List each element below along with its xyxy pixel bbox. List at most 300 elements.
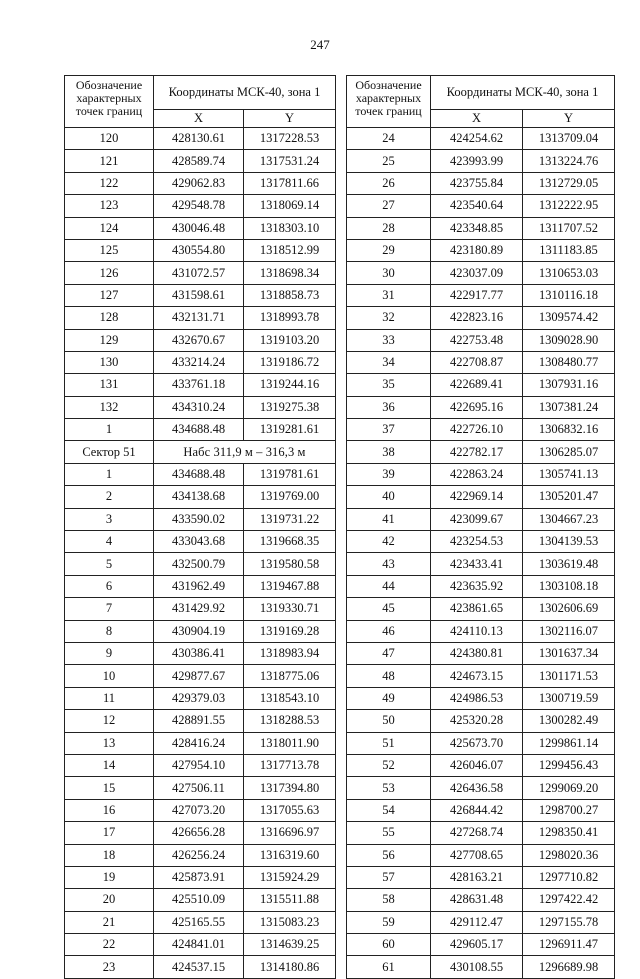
table-row — [65, 754, 336, 776]
y-value: 1300719.59 — [523, 687, 615, 709]
table-row — [347, 754, 615, 776]
y-value: 1306832.16 — [523, 419, 615, 441]
x-value: 422917.77 — [431, 284, 523, 306]
y-value: 1319731.22 — [244, 508, 336, 530]
y-value: 1316319.60 — [244, 844, 336, 866]
y-value: 1303619.48 — [523, 553, 615, 575]
sector-height-range: Набс 311,9 м – 316,3 м — [154, 441, 336, 463]
table-row — [65, 687, 336, 709]
y-value: 1300282.49 — [523, 710, 615, 732]
point-label: 43 — [347, 553, 431, 575]
table-row — [65, 642, 336, 664]
y-value: 1319244.16 — [244, 374, 336, 396]
y-value: 1302606.69 — [523, 598, 615, 620]
x-value: 429605.17 — [431, 934, 523, 956]
x-value: 434310.24 — [154, 396, 244, 418]
point-label: 129 — [65, 329, 154, 351]
y-value: 1301171.53 — [523, 665, 615, 687]
y-value: 1317811.66 — [244, 172, 336, 194]
point-label: 132 — [65, 396, 154, 418]
table-row — [65, 732, 336, 754]
point-label: 58 — [347, 889, 431, 911]
table-row — [65, 710, 336, 732]
table-row — [65, 508, 336, 530]
x-value: 426046.07 — [431, 754, 523, 776]
point-label: 46 — [347, 620, 431, 642]
table-row — [347, 128, 615, 150]
y-value: 1310116.18 — [523, 284, 615, 306]
y-value: 1301637.34 — [523, 642, 615, 664]
point-label: 127 — [65, 284, 154, 306]
x-value: 425510.09 — [154, 889, 244, 911]
point-label: 5 — [65, 553, 154, 575]
table-row — [347, 687, 615, 709]
point-label: 27 — [347, 195, 431, 217]
table-row — [65, 486, 336, 508]
x-value: 425673.70 — [431, 732, 523, 754]
y-value: 1304667.23 — [523, 508, 615, 530]
x-value: 427073.20 — [154, 799, 244, 821]
y-value: 1311707.52 — [523, 217, 615, 239]
y-value: 1311183.85 — [523, 239, 615, 261]
header-y: Y — [523, 110, 615, 128]
x-value: 429062.83 — [154, 172, 244, 194]
point-label: 49 — [347, 687, 431, 709]
x-value: 433761.18 — [154, 374, 244, 396]
y-value: 1307381.24 — [523, 396, 615, 418]
x-value: 431598.61 — [154, 284, 244, 306]
y-value: 1305201.47 — [523, 486, 615, 508]
x-value: 424380.81 — [431, 642, 523, 664]
x-value: 424841.01 — [154, 934, 244, 956]
x-value: 426436.58 — [431, 777, 523, 799]
point-label: 6 — [65, 575, 154, 597]
y-value: 1319330.71 — [244, 598, 336, 620]
point-label: 24 — [347, 128, 431, 150]
table-row — [347, 777, 615, 799]
y-value: 1319781.61 — [244, 463, 336, 485]
point-label: 7 — [65, 598, 154, 620]
y-value: 1310653.03 — [523, 262, 615, 284]
y-value: 1319668.35 — [244, 531, 336, 553]
x-value: 428416.24 — [154, 732, 244, 754]
y-value: 1318288.53 — [244, 710, 336, 732]
point-label: 45 — [347, 598, 431, 620]
coordinates-table-right — [346, 75, 615, 979]
x-value: 424110.13 — [431, 620, 523, 642]
y-value: 1296911.47 — [523, 934, 615, 956]
x-value: 430386.41 — [154, 642, 244, 664]
y-value: 1298350.41 — [523, 822, 615, 844]
x-value: 429877.67 — [154, 665, 244, 687]
y-value: 1317531.24 — [244, 150, 336, 172]
table-row — [65, 911, 336, 933]
x-value: 432670.67 — [154, 329, 244, 351]
point-label: 35 — [347, 374, 431, 396]
table-row — [65, 822, 336, 844]
point-label: 54 — [347, 799, 431, 821]
table-row — [65, 396, 336, 418]
table-row — [347, 419, 615, 441]
y-value: 1319186.72 — [244, 351, 336, 373]
point-label: 57 — [347, 866, 431, 888]
table-row — [65, 441, 336, 463]
point-label: 2 — [65, 486, 154, 508]
point-label: 51 — [347, 732, 431, 754]
x-value: 422708.87 — [431, 351, 523, 373]
point-label: 16 — [65, 799, 154, 821]
point-label: 29 — [347, 239, 431, 261]
point-label: 19 — [65, 866, 154, 888]
point-label: 13 — [65, 732, 154, 754]
point-label: 23 — [65, 956, 154, 978]
x-value: 431962.49 — [154, 575, 244, 597]
y-value: 1299861.14 — [523, 732, 615, 754]
point-label: 10 — [65, 665, 154, 687]
x-value: 424537.15 — [154, 956, 244, 978]
y-value: 1318775.06 — [244, 665, 336, 687]
table-row — [347, 396, 615, 418]
x-value: 433043.68 — [154, 531, 244, 553]
table-row — [65, 239, 336, 261]
x-value: 424673.15 — [431, 665, 523, 687]
point-label: 59 — [347, 911, 431, 933]
coordinates-table-left — [64, 75, 336, 979]
y-value: 1313709.04 — [523, 128, 615, 150]
x-value: 423037.09 — [431, 262, 523, 284]
y-value: 1305741.13 — [523, 463, 615, 485]
x-value: 425320.28 — [431, 710, 523, 732]
header-coords: Координаты МСК-40, зона 1 — [154, 76, 336, 110]
x-value: 423099.67 — [431, 508, 523, 530]
x-value: 424254.62 — [431, 128, 523, 150]
y-value: 1315083.23 — [244, 911, 336, 933]
y-value: 1314180.86 — [244, 956, 336, 978]
y-value: 1317055.63 — [244, 799, 336, 821]
y-value: 1318303.10 — [244, 217, 336, 239]
point-label: 37 — [347, 419, 431, 441]
table-row — [347, 575, 615, 597]
y-value: 1298700.27 — [523, 799, 615, 821]
y-value: 1299069.20 — [523, 777, 615, 799]
table-row — [65, 844, 336, 866]
y-value: 1315924.29 — [244, 866, 336, 888]
x-value: 422969.14 — [431, 486, 523, 508]
table-row — [65, 217, 336, 239]
table-row — [65, 419, 336, 441]
table-row — [347, 284, 615, 306]
y-value: 1298020.36 — [523, 844, 615, 866]
x-value: 433214.24 — [154, 351, 244, 373]
table-row — [65, 307, 336, 329]
point-label: 124 — [65, 217, 154, 239]
table-row — [65, 777, 336, 799]
x-value: 434138.68 — [154, 486, 244, 508]
point-label: 50 — [347, 710, 431, 732]
y-value: 1303108.18 — [523, 575, 615, 597]
point-label: 61 — [347, 956, 431, 978]
table-row — [65, 575, 336, 597]
x-value: 427506.11 — [154, 777, 244, 799]
x-value: 433590.02 — [154, 508, 244, 530]
x-value: 430904.19 — [154, 620, 244, 642]
x-value: 430046.48 — [154, 217, 244, 239]
y-value: 1304139.53 — [523, 531, 615, 553]
y-value: 1307931.16 — [523, 374, 615, 396]
y-value: 1318698.34 — [244, 262, 336, 284]
x-value: 423540.64 — [431, 195, 523, 217]
table-row — [65, 150, 336, 172]
point-label: 47 — [347, 642, 431, 664]
x-value: 434688.48 — [154, 419, 244, 441]
point-label: 52 — [347, 754, 431, 776]
point-label: 20 — [65, 889, 154, 911]
x-value: 429548.78 — [154, 195, 244, 217]
table-row — [65, 351, 336, 373]
table-row — [65, 172, 336, 194]
header-designation: Обозначение характерных точек границ — [347, 76, 431, 128]
y-value: 1319103.20 — [244, 329, 336, 351]
x-value: 422782.17 — [431, 441, 523, 463]
x-value: 423348.85 — [431, 217, 523, 239]
x-value: 428589.74 — [154, 150, 244, 172]
table-row — [347, 710, 615, 732]
table-row — [347, 553, 615, 575]
y-value: 1297422.42 — [523, 889, 615, 911]
point-label: 4 — [65, 531, 154, 553]
point-label: 122 — [65, 172, 154, 194]
point-label: 53 — [347, 777, 431, 799]
point-label: 28 — [347, 217, 431, 239]
table-row — [347, 732, 615, 754]
y-value: 1318983.94 — [244, 642, 336, 664]
table-row — [65, 262, 336, 284]
y-value: 1308480.77 — [523, 351, 615, 373]
x-value: 431429.92 — [154, 598, 244, 620]
point-label: 60 — [347, 934, 431, 956]
table-row — [347, 441, 615, 463]
point-label: 120 — [65, 128, 154, 150]
table-row — [347, 866, 615, 888]
table-row — [347, 463, 615, 485]
x-value: 422753.48 — [431, 329, 523, 351]
x-value: 428631.48 — [431, 889, 523, 911]
point-label: 18 — [65, 844, 154, 866]
table-row — [347, 531, 615, 553]
point-label: 38 — [347, 441, 431, 463]
y-value: 1313224.76 — [523, 150, 615, 172]
x-value: 430108.55 — [431, 956, 523, 978]
table-row — [347, 598, 615, 620]
point-label: 32 — [347, 307, 431, 329]
table-row — [65, 620, 336, 642]
x-value: 422863.24 — [431, 463, 523, 485]
y-value: 1319467.88 — [244, 575, 336, 597]
x-value: 422695.16 — [431, 396, 523, 418]
point-label: 41 — [347, 508, 431, 530]
table-row — [65, 128, 336, 150]
header-y: Y — [244, 110, 336, 128]
y-value: 1316696.97 — [244, 822, 336, 844]
y-value: 1319275.38 — [244, 396, 336, 418]
y-value: 1318512.99 — [244, 239, 336, 261]
sector-label: Сектор 51 — [65, 441, 154, 463]
point-label: 44 — [347, 575, 431, 597]
table-row — [347, 665, 615, 687]
y-value: 1317713.78 — [244, 754, 336, 776]
point-label: 1 — [65, 463, 154, 485]
x-value: 427954.10 — [154, 754, 244, 776]
table-row — [65, 553, 336, 575]
x-value: 423254.53 — [431, 531, 523, 553]
x-value: 428163.21 — [431, 866, 523, 888]
x-value: 425873.91 — [154, 866, 244, 888]
y-value: 1318543.10 — [244, 687, 336, 709]
table-row — [347, 956, 615, 978]
page-number: 247 — [310, 37, 330, 52]
table-row — [347, 217, 615, 239]
y-value: 1318011.90 — [244, 732, 336, 754]
table-row — [347, 150, 615, 172]
point-label: 1 — [65, 419, 154, 441]
point-label: 17 — [65, 822, 154, 844]
point-label: 33 — [347, 329, 431, 351]
y-value: 1297155.78 — [523, 911, 615, 933]
point-label: 126 — [65, 262, 154, 284]
point-label: 34 — [347, 351, 431, 373]
table-row — [347, 486, 615, 508]
y-value: 1319580.58 — [244, 553, 336, 575]
point-label: 125 — [65, 239, 154, 261]
table-row — [65, 329, 336, 351]
table-row — [347, 911, 615, 933]
point-label: 56 — [347, 844, 431, 866]
x-value: 432131.71 — [154, 307, 244, 329]
point-label: 14 — [65, 754, 154, 776]
y-value: 1317394.80 — [244, 777, 336, 799]
x-value: 429112.47 — [431, 911, 523, 933]
table-row — [65, 284, 336, 306]
header-x: X — [154, 110, 244, 128]
table-row — [65, 956, 336, 978]
table-row — [347, 262, 615, 284]
point-label: 36 — [347, 396, 431, 418]
table-row — [65, 665, 336, 687]
table-row — [347, 329, 615, 351]
table-row — [347, 822, 615, 844]
y-value: 1309028.90 — [523, 329, 615, 351]
table-row — [65, 889, 336, 911]
x-value: 423755.84 — [431, 172, 523, 194]
point-label: 55 — [347, 822, 431, 844]
table-row — [65, 463, 336, 485]
point-label: 3 — [65, 508, 154, 530]
point-label: 128 — [65, 307, 154, 329]
y-value: 1317228.53 — [244, 128, 336, 150]
table-row — [65, 866, 336, 888]
table-row — [347, 934, 615, 956]
point-label: 48 — [347, 665, 431, 687]
point-label: 26 — [347, 172, 431, 194]
y-value: 1306285.07 — [523, 441, 615, 463]
header-x: X — [431, 110, 523, 128]
x-value: 423635.92 — [431, 575, 523, 597]
point-label: 11 — [65, 687, 154, 709]
table-row — [347, 374, 615, 396]
table-row — [347, 620, 615, 642]
y-value: 1319169.28 — [244, 620, 336, 642]
x-value: 427268.74 — [431, 822, 523, 844]
table-row — [347, 195, 615, 217]
x-value: 428891.55 — [154, 710, 244, 732]
y-value: 1319281.61 — [244, 419, 336, 441]
y-value: 1318993.78 — [244, 307, 336, 329]
y-value: 1318069.14 — [244, 195, 336, 217]
y-value: 1315511.88 — [244, 889, 336, 911]
x-value: 434688.48 — [154, 463, 244, 485]
table-row — [347, 642, 615, 664]
x-value: 425165.55 — [154, 911, 244, 933]
point-label: 8 — [65, 620, 154, 642]
x-value: 422823.16 — [431, 307, 523, 329]
x-value: 423861.65 — [431, 598, 523, 620]
x-value: 426844.42 — [431, 799, 523, 821]
x-value: 427708.65 — [431, 844, 523, 866]
table-row — [65, 598, 336, 620]
table-row — [347, 799, 615, 821]
table-row — [65, 374, 336, 396]
table-row — [347, 889, 615, 911]
point-label: 130 — [65, 351, 154, 373]
y-value: 1297710.82 — [523, 866, 615, 888]
point-label: 123 — [65, 195, 154, 217]
y-value: 1302116.07 — [523, 620, 615, 642]
table-row — [347, 844, 615, 866]
point-label: 9 — [65, 642, 154, 664]
x-value: 422726.10 — [431, 419, 523, 441]
x-value: 428130.61 — [154, 128, 244, 150]
header-coords: Координаты МСК-40, зона 1 — [431, 76, 615, 110]
table-row — [347, 172, 615, 194]
point-label: 15 — [65, 777, 154, 799]
table-row — [347, 239, 615, 261]
y-value: 1314639.25 — [244, 934, 336, 956]
point-label: 31 — [347, 284, 431, 306]
point-label: 121 — [65, 150, 154, 172]
x-value: 431072.57 — [154, 262, 244, 284]
x-value: 423180.89 — [431, 239, 523, 261]
table-row — [65, 195, 336, 217]
table-row — [65, 934, 336, 956]
table-row — [65, 531, 336, 553]
point-label: 12 — [65, 710, 154, 732]
x-value: 432500.79 — [154, 553, 244, 575]
point-label: 131 — [65, 374, 154, 396]
x-value: 424986.53 — [431, 687, 523, 709]
x-value: 429379.03 — [154, 687, 244, 709]
y-value: 1296689.98 — [523, 956, 615, 978]
y-value: 1299456.43 — [523, 754, 615, 776]
x-value: 426256.24 — [154, 844, 244, 866]
y-value: 1312222.95 — [523, 195, 615, 217]
point-label: 22 — [65, 934, 154, 956]
point-label: 39 — [347, 463, 431, 485]
point-label: 21 — [65, 911, 154, 933]
x-value: 422689.41 — [431, 374, 523, 396]
x-value: 430554.80 — [154, 239, 244, 261]
x-value: 423993.99 — [431, 150, 523, 172]
point-label: 42 — [347, 531, 431, 553]
